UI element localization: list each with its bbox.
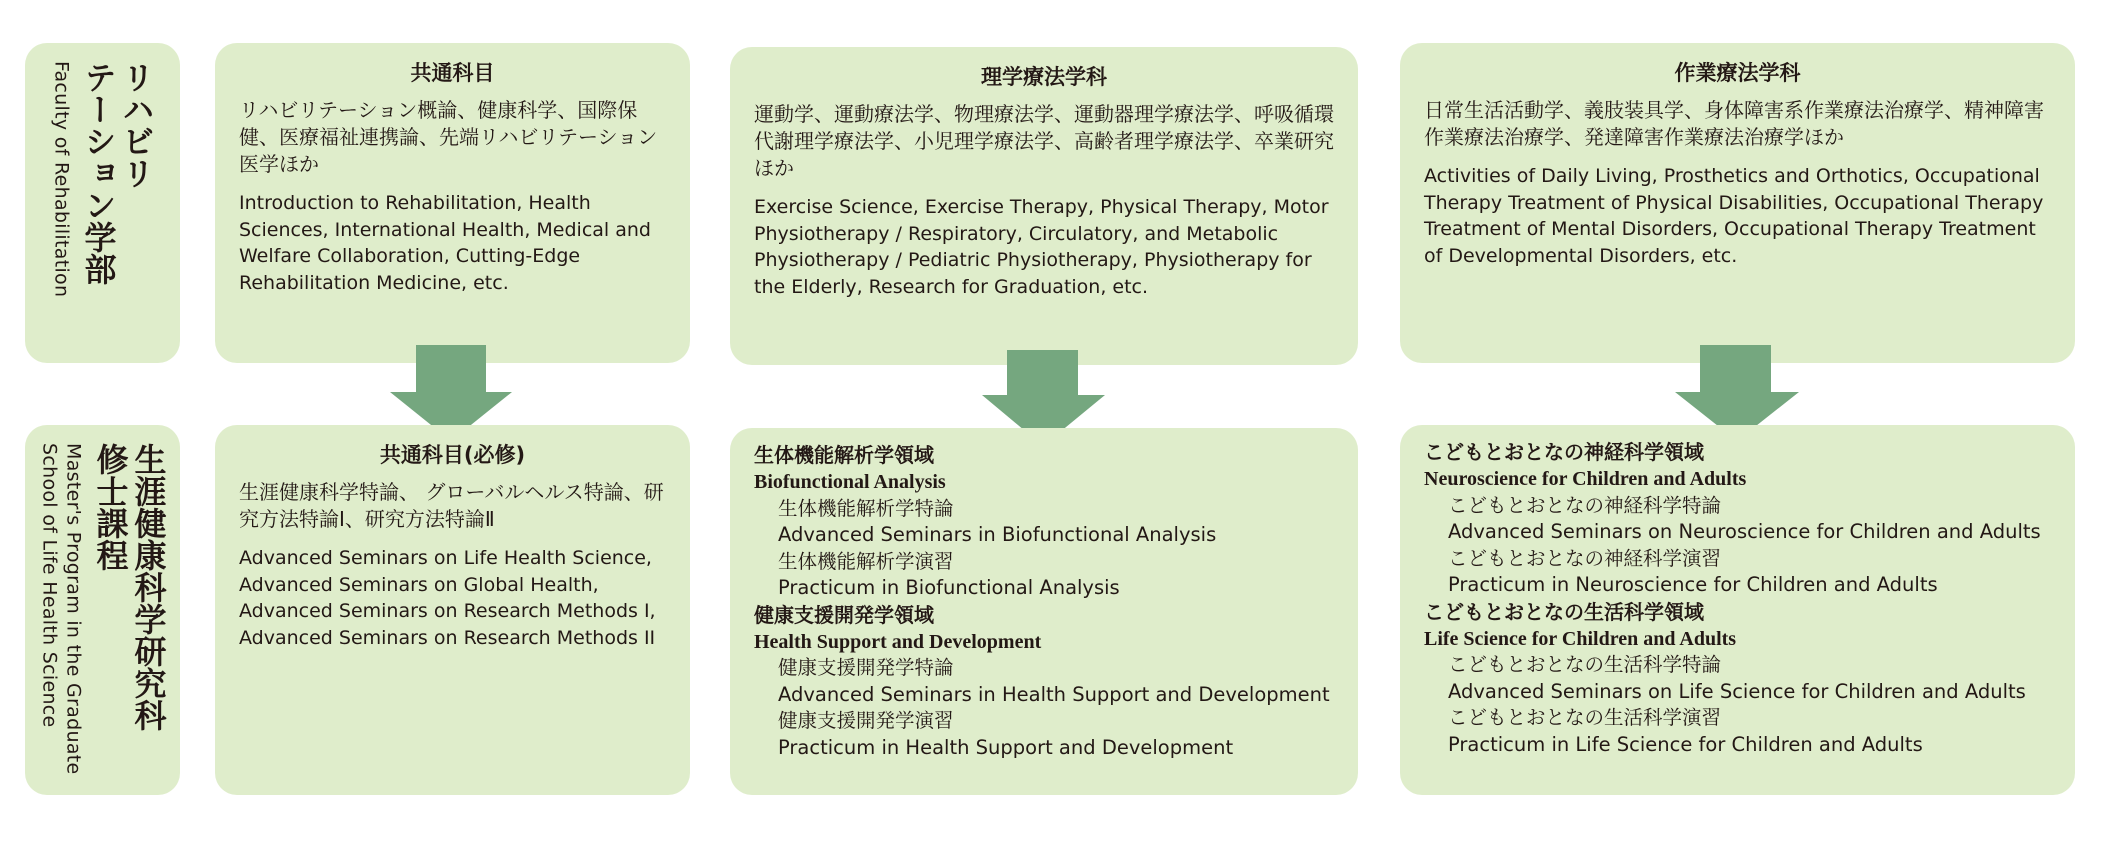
- field-item: Advanced Seminars in Biofunctional Analysis: [778, 523, 1217, 546]
- graduate-english-line-1: Master's Program in the Graduate: [62, 443, 85, 775]
- field-item: 健康支援開発学特論: [778, 656, 954, 679]
- card-en-text: Exercise Science, Exercise Therapy, Physical Therapy, Motor Physiotherapy / Respiratory, Circulatory, and Metabolic Physiotherapy / Pediatric Physiotherapy, Physiotherapy for the Elderly, Research for Graduation, etc.: [754, 196, 1329, 298]
- card-title: 共通科目(必修): [379, 443, 526, 467]
- faculty-english: Faculty of Rehabilitation: [50, 61, 73, 298]
- field-item: Advanced Seminars in Health Support and Development: [778, 682, 1330, 706]
- field-item: Practicum in Health Support and Development: [778, 735, 1234, 759]
- card-title: 理学療法学科: [981, 65, 1107, 89]
- field-title-ja: こどもとおとなの生活科学領域: [1424, 599, 1704, 624]
- field-section: [754, 602, 1338, 762]
- card-ja-text: 生涯健康科学特論、 グローバルヘルス特論、研究方法特論Ⅰ、研究方法特論Ⅱ: [239, 480, 664, 531]
- field-item: Advanced Seminars on Life Science for Children and Adults: [1448, 679, 2026, 703]
- graduate-english-line-2: School of Life Health Science: [38, 443, 61, 728]
- field-item: こどもとおとなの神経科学演習: [1448, 546, 1722, 570]
- card-grad-common: [215, 425, 690, 795]
- field-item: Practicum in Life Science for Children and Adults: [1448, 732, 1923, 756]
- card-grad-fields-ot: [1400, 425, 2075, 795]
- faculty-name-line-2: テーション学部: [79, 61, 118, 285]
- graduate-name-line-1: 生涯健康科学研究科: [129, 443, 168, 731]
- field-title-ja: 生体機能解析学領域: [754, 443, 934, 467]
- field-item: 健康支援開発学演習: [778, 709, 954, 732]
- field-title-ja: 健康支援開発学領域: [754, 602, 934, 627]
- graduate-name-line-2: 修士課程: [91, 443, 130, 571]
- card-ja-text: リハビリテーション概論、健康科学、国際保健、医療福祉連携論、先端リハビリテーション医学ほか: [239, 98, 658, 176]
- field-item: こどもとおとなの生活科学特論: [1448, 653, 1722, 676]
- field-item: こどもとおとなの生活科学演習: [1448, 706, 1722, 729]
- field-item: 生体機能解析学特論: [778, 496, 954, 520]
- card-physical-therapy: [730, 47, 1358, 365]
- field-title-en: Life Science for Children and Adults: [1424, 627, 1737, 650]
- card-common-subjects: [215, 43, 690, 363]
- field-item: こどもとおとなの神経科学特論: [1448, 493, 1722, 517]
- card-en-text: Advanced Seminars on Life Health Science, Advanced Seminars on Global Health, Advanced Seminars on Research Methods I, Advanced Seminars on Research Methods II: [239, 547, 656, 649]
- field-item: Advanced Seminars on Neuroscience for Children and Adults: [1448, 520, 2041, 543]
- graduate-name: [92, 443, 168, 731]
- faculty-name: [80, 61, 156, 285]
- card-occupational-therapy: [1400, 43, 2075, 363]
- card-en-text: Activities of Daily Living, Prosthetics and Orthotics, Occupational Therapy Treatment of Physical Disabilities, Occupational Therapy Treatment of Mental Disorders, Occupational Therapy Treatment of Developmental Disorders, etc.: [1424, 165, 2044, 267]
- card-en-text: Introduction to Rehabilitation, Health Sciences, International Health, Medical and Welfare Collaboration, Cutting-Edge Rehabilitation Medicine, etc.: [239, 192, 651, 294]
- field-item: 生体機能解析学演習: [778, 549, 954, 573]
- card-title: 作業療法学科: [1674, 61, 1801, 85]
- field-section: [1424, 599, 2055, 759]
- graduate-label-box: [25, 425, 180, 795]
- field-item: Practicum in Biofunctional Analysis: [778, 576, 1120, 599]
- field-title-en: Health Support and Development: [754, 630, 1042, 653]
- graduate-english: [38, 443, 86, 775]
- field-title-en: Neuroscience for Children and Adults: [1424, 468, 1747, 490]
- field-item: Practicum in Neuroscience for Children and Adults: [1448, 573, 1938, 596]
- card-grad-fields-pt: [730, 428, 1358, 795]
- field-title-en: Biofunctional Analysis: [754, 471, 946, 493]
- faculty-label-box: [25, 43, 180, 363]
- field-section: [1424, 439, 2055, 599]
- faculty-name-line-1: リハビリ: [117, 61, 156, 189]
- card-ja-text: 運動学、運動療法学、物理療法学、運動器理学療法学、呼吸循環代謝理学療法学、小児理学療法学、高齢者理学療法学、卒業研究ほか: [754, 102, 1334, 180]
- field-section: [754, 442, 1338, 602]
- card-title: 共通科目: [410, 61, 495, 85]
- card-ja-text: 日常生活活動学、義肢装具学、身体障害系作業療法治療学、精神障害作業療法治療学、発達障害作業療法治療学ほか: [1424, 98, 2044, 149]
- field-title-ja: こどもとおとなの神経科学領域: [1424, 440, 1704, 464]
